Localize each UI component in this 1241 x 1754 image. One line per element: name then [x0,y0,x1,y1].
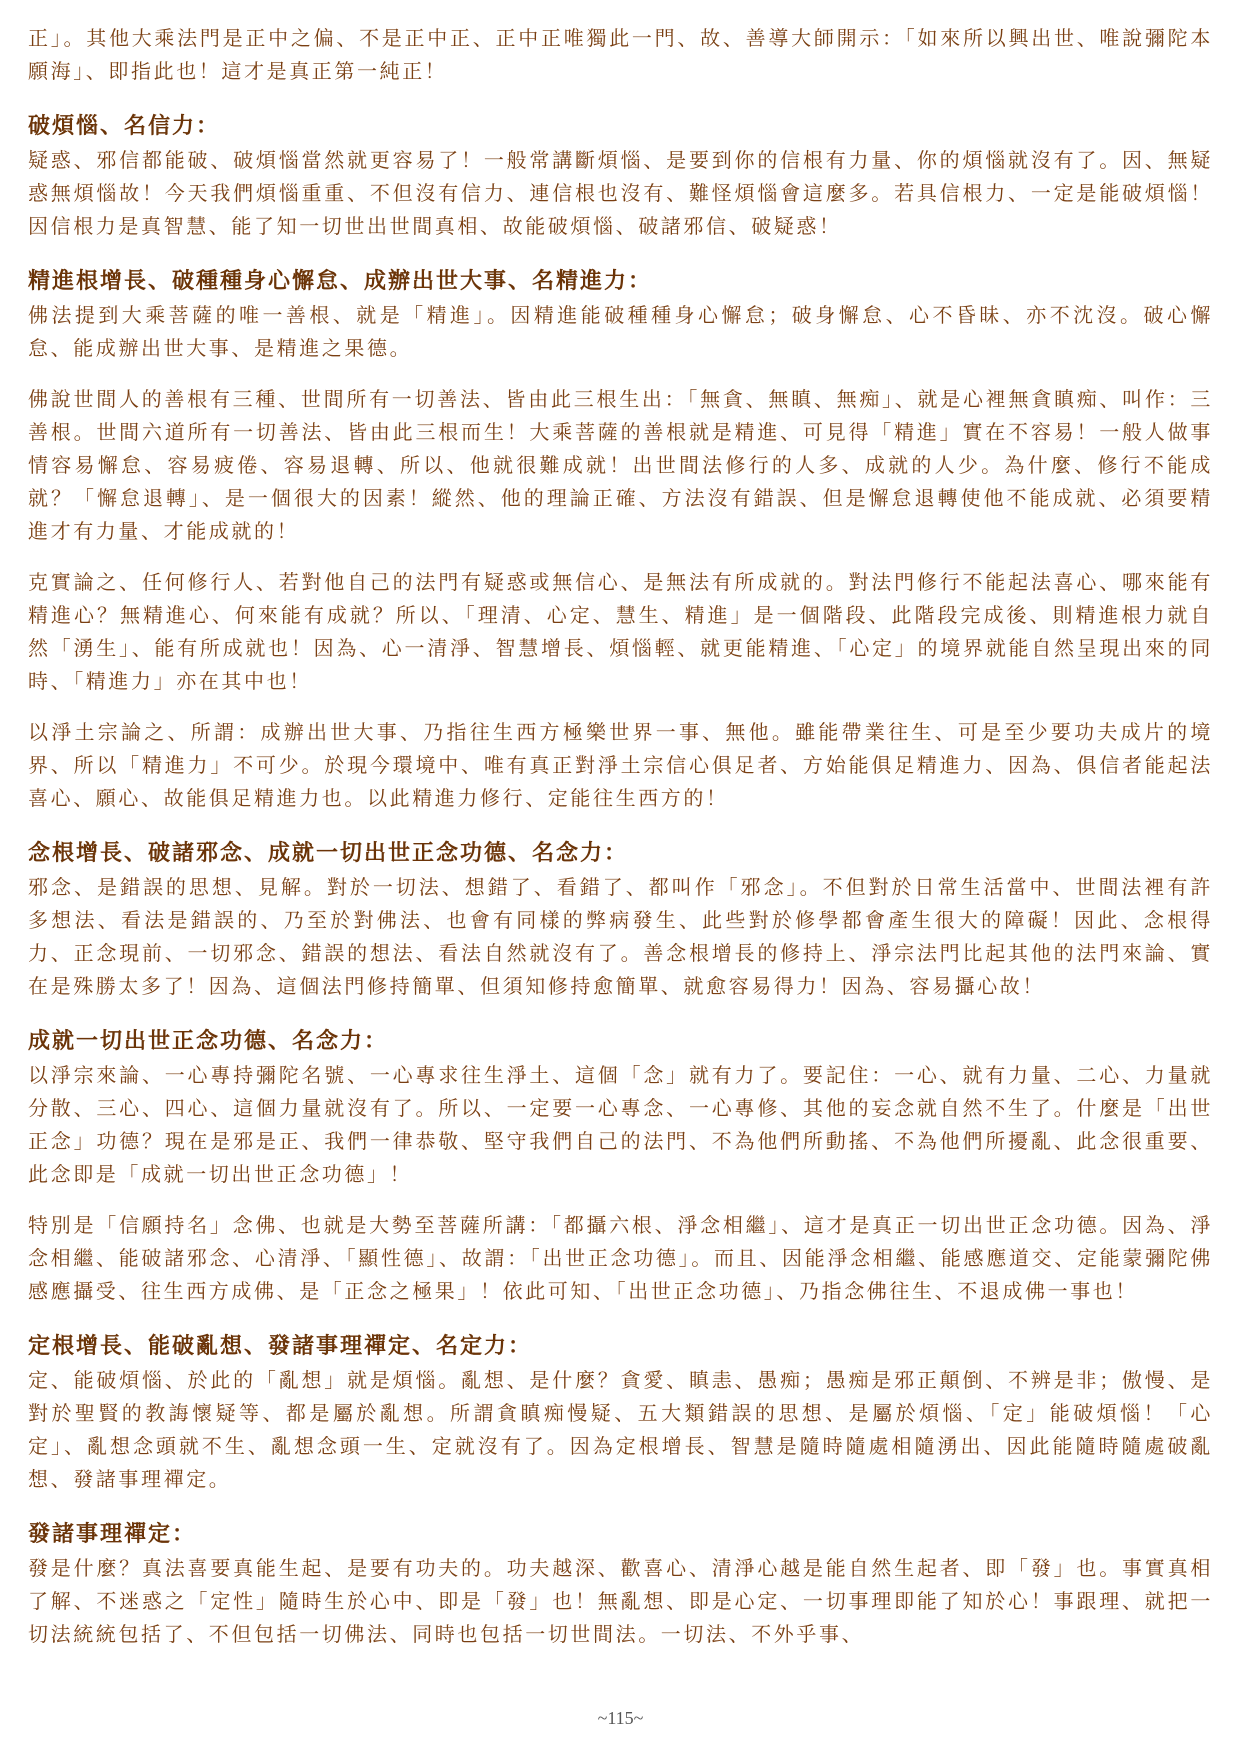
heading-faith-power: 破煩惱、名信力： [28,114,221,139]
paragraph-mindfulness-1: 邪念、是錯誤的思想、見解。對於一切法、想錯了、看錯了、都叫作「邪念」。不但對於日常生活當中、世間法裡有許多想法、看法是錯誤的、乃至於對佛法、也會有同樣的弊病發生、此些對於修學都會產生很大的障礙！因此、念根得力、正念現前、一切邪念、錯誤的想法、看法自然就沒有了。善念根增長的修持上、淨宗法門比起其他的法門來論、實在是殊勝太多了！因為、這個法門修持簡單、但須知修持愈簡單、就愈容易得力！因為、容易攝心故！ [28,875,1213,998]
paragraph-diligence-1: 佛法提到大乘菩薩的唯一善根、就是「精進」。因精進能破種種身心懈怠；破身懈怠、心不昏昧、亦不沈沒。破心懈怠、能成辦出世大事、是精進之果德。 [28,303,1213,360]
paragraph-diligence-3: 克實論之、任何修行人、若對他自己的法門有疑惑或無信心、是無法有所成就的。對法門修行不能起法喜心、哪來能有精進心？無精進心、何來能有成就？所以、「理清、心定、慧生、精進」是一個階段、此階段完成後、則精進根力就自然「湧生」、能有所成就也！因為、心一清淨、智慧增長、煩惱輕、就更能精進、「心定」的境界就能自然呈現出來的同時、「精進力」亦在其中也！ [28,570,1213,693]
paragraph-concentration: 定、能破煩惱、於此的「亂想」就是煩惱。亂想、是什麼？貪愛、瞋恚、愚痴；愚痴是邪正顛倒、不辨是非；傲慢、是對於聖賢的教誨懷疑等、都是屬於亂想。所謂貪瞋痴慢疑、五大類錯誤的思想、是屬於煩惱、「定」能破煩惱！「心定」、亂想念頭就不生、亂想念頭一生、定就沒有了。因為定根增長、智慧是隨時隨處相隨湧出、因此能隨時隨處破亂想、發諸事理禪定。 [28,1368,1213,1491]
paragraph-meditation: 發是什麼？真法喜要真能生起、是要有功夫的。功夫越深、歡喜心、清淨心越是能自然生起者、即「發」也。事實真相了解、不迷惑之「定性」隨時生於心中、即是「發」也！無亂想、即是心定、一切事理即能了知於心！事跟理、就把一切法統統包括了、不但包括一切佛法、同時也包括一切世間法。一切法、不外乎事、 [28,1556,1213,1646]
paragraph-diligence-2: 佛說世間人的善根有三種、世間所有一切善法、皆由此三根生出：「無貪、無瞋、無痴」、就是心裡無貪瞋痴、叫作：三善根。世間六道所有一切善法、皆由此三根而生！大乘菩薩的善根就是精進、可見得「精進」實在不容易！一般人做事情容易懈怠、容易疲倦、容易退轉、所以、他就很難成就！出世間法修行的人多、成就的人少。為什麼、修行不能成就？「懈怠退轉」、是一個很大的因素！縱然、他的理論正確、方法沒有錯誤、但是懈怠退轉使他不能成就、必須要精進才有力量、才能成就的！ [28,387,1213,543]
paragraph-diligence-4: 以淨土宗論之、所謂：成辦出世大事、乃指往生西方極樂世界一事、無他。雖能帶業往生、可是至少要功夫成片的境界、所以「精進力」不可少。於現今環境中、唯有真正對淨土宗信心俱足者、方始能俱足精進力、因為、俱信者能起法喜心、願心、故能俱足精進力也。以此精進力修行、定能往生西方的！ [28,720,1213,810]
page-number: ~115~ [597,1708,644,1728]
heading-diligence-power: 精進根增長、破種種身心懈怠、成辦出世大事、名精進力： [28,269,653,294]
heading-meditation: 發諸事理禪定： [28,1522,197,1547]
paragraph-mindfulness-3: 特別是「信願持名」念佛、也就是大勢至菩薩所講：「都攝六根、淨念相繼」、這才是真正一切出世正念功德。因為、淨念相繼、能破諸邪念、心清淨、「顯性德」、故謂：「出世正念功德」。而且、因能淨念相繼、能感應道交、定能蒙彌陀佛感應攝受、往生西方成佛、是「正念之極果」！依此可知、「出世正念功德」、乃指念佛往生、不退成佛一事也！ [28,1213,1213,1303]
heading-mindfulness-power: 念根增長、破諸邪念、成就一切出世正念功德、名念力： [28,841,629,866]
paragraph-faith-power: 疑惑、邪信都能破、破煩惱當然就更容易了！一般常講斷煩惱、是要到你的信根有力量、你的煩惱就沒有了。因、無疑惑無煩惱故！今天我們煩惱重重、不但沒有信力、連信根也沒有、難怪煩惱會這麼多。若具信根力、一定是能破煩惱！因信根力是真智慧、能了知一切世出世間真相、故能破煩惱、破諸邪信、破疑惑！ [28,148,1213,238]
paragraph-mindfulness-2: 以淨宗來論、一心專持彌陀名號、一心專求往生淨土、這個「念」就有力了。要記住：一心、就有力量、二心、力量就分散、三心、四心、這個力量就沒有了。所以、一定要一心專念、一心專修、其他的妄念就自然不生了。什麼是「出世正念」功德？現在是邪是正、我們一律恭敬、堅守我們自己的法門、不為他們所動搖、不為他們所擾亂、此念很重要、此念即是「成就一切出世正念功德」！ [28,1063,1213,1186]
paragraph-intro: 正」。其他大乘法門是正中之偏、不是正中正、正中正唯獨此一門、故、善導大師開示：「如來所以興出世、唯說彌陀本願海」、即指此也！這才是真正第一純正！ [28,26,1213,83]
heading-concentration-power: 定根增長、能破亂想、發諸事理禪定、名定力： [28,1334,533,1359]
heading-right-mindfulness: 成就一切出世正念功德、名念力： [28,1029,389,1054]
